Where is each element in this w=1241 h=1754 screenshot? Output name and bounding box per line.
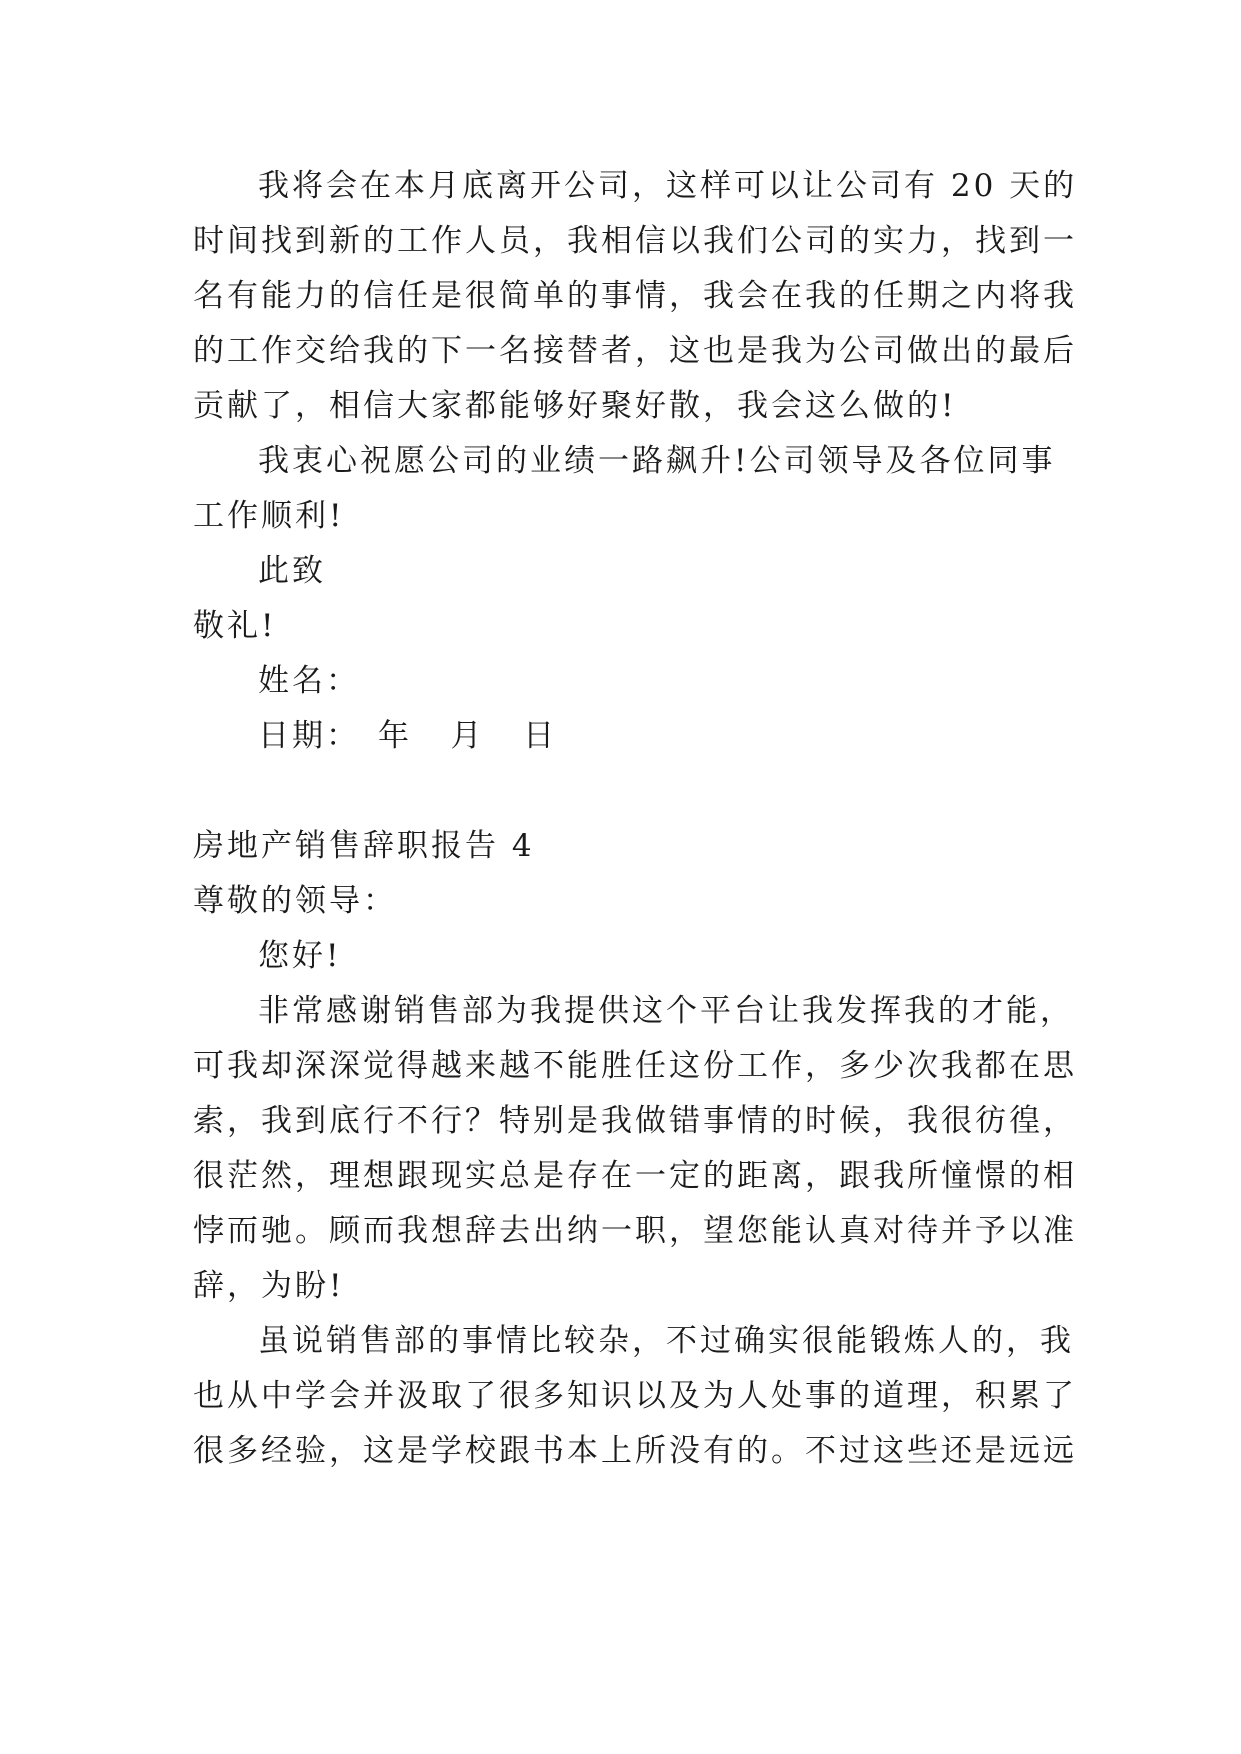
signature-name-label: 姓名： bbox=[258, 663, 360, 699]
paragraph-4-line-2: 也从中学会并汲取了很多知识以及为人处事的道理，积累了 bbox=[193, 1378, 1077, 1414]
paragraph-3-line-4: 很茫然，理想跟现实总是存在一定的距离，跟我所憧憬的相 bbox=[193, 1158, 1077, 1194]
section-title: 房地产销售辞职报告 4 bbox=[193, 828, 535, 864]
paragraph-3-line-6: 辞，为盼! bbox=[193, 1268, 345, 1304]
paragraph-3-line-3: 索，我到底行不行？特别是我做错事情的时候，我很彷徨， bbox=[193, 1103, 1077, 1139]
paragraph-4-line-1: 虽说销售部的事情比较杂，不过确实很能锻炼人的，我 bbox=[258, 1323, 1074, 1359]
paragraph-3-line-5: 悖而驰。顾而我想辞去出纳一职，望您能认真对待并予以准 bbox=[193, 1213, 1077, 1249]
paragraph-3-line-1: 非常感谢销售部为我提供这个平台让我发挥我的才能， bbox=[258, 993, 1074, 1029]
paragraph-2-line-1: 我衷心祝愿公司的业绩一路飙升!公司领导及各位同事 bbox=[258, 443, 1056, 479]
paragraph-1-line-5: 贡献了，相信大家都能够好聚好散，我会这么做的! bbox=[193, 388, 957, 424]
paragraph-1-line-1: 我将会在本月底离开公司，这样可以让公司有 20 天的 bbox=[258, 168, 1078, 204]
paragraph-4-line-3: 很多经验，这是学校跟书本上所没有的。不过这些还是远远 bbox=[193, 1433, 1077, 1469]
paragraph-2-line-2: 工作顺利! bbox=[193, 498, 345, 534]
paragraph-1-line-2: 时间找到新的工作人员，我相信以我们公司的实力，找到一 bbox=[193, 223, 1077, 259]
paragraph-1-line-4: 的工作交给我的下一名接替者，这也是我为公司做出的最后 bbox=[193, 333, 1077, 369]
paragraph-1-line-3: 名有能力的信任是很简单的事情，我会在我的任期之内将我 bbox=[193, 278, 1077, 314]
closing-jing-li: 敬礼! bbox=[193, 608, 277, 644]
closing-ci-zhi: 此致 bbox=[258, 553, 326, 589]
paragraph-3-line-2: 可我却深深觉得越来越不能胜任这份工作，多少次我都在思 bbox=[193, 1048, 1077, 1084]
salutation: 尊敬的领导： bbox=[193, 883, 397, 919]
signature-date-fields: 年 月 日 bbox=[378, 718, 558, 754]
signature-date-row bbox=[258, 716, 557, 756]
signature-date-label: 日期： bbox=[258, 718, 360, 754]
greeting: 您好! bbox=[258, 938, 342, 974]
